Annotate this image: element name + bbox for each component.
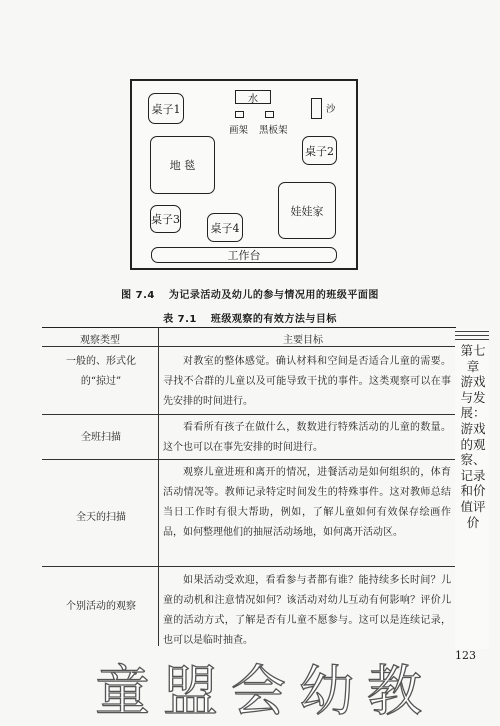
table-top-rule — [42, 327, 456, 328]
table4-label: 桌子4 — [210, 221, 240, 235]
side-tab-rule — [455, 331, 489, 332]
table-header-rule — [42, 346, 456, 347]
table3 — [150, 205, 181, 233]
column-header-goal: 主要目标 — [283, 335, 323, 346]
row-type: 全天的扫描 — [76, 512, 126, 523]
table2 — [302, 136, 337, 165]
table-title: 班级观察的有效方法与目标 — [210, 314, 337, 325]
side-tab-rule — [455, 335, 489, 336]
table-column-divider — [158, 327, 159, 646]
row-divider — [42, 459, 456, 460]
row-goal: 观察儿童进班和离开的情况，进餐活动是如何组织的，体育活动情况等。教师记录特定时间发生的特殊事件。这对教师总结当日工作时有很大帮助，例如，了解儿童如何有效保存绘画作品，如何整理他们的抽屉活动场地，如何离开活动区。 — [163, 467, 451, 538]
carpet — [150, 136, 215, 194]
row-divider — [42, 414, 456, 415]
page-number: 123 — [455, 649, 476, 662]
figure-caption — [0, 286, 500, 301]
table1-label: 桌子1 — [151, 102, 181, 116]
table1 — [148, 93, 184, 124]
sand-area — [311, 98, 322, 119]
row-goal: 对教室的整体感觉。确认材料和空间是否适合儿童的需要。寻找不合群的儿童以及可能导致干扰的事件。这类观察可以在事先安排的时间进行。 — [163, 356, 451, 407]
table2-label: 桌子2 — [305, 144, 334, 158]
table-number: 表 7.1 — [163, 314, 197, 325]
column-header-type: 观察类型 — [80, 335, 120, 346]
chapter-title-vertical: 第七章 游戏与发展：游戏的观察、记录和价值评价 — [460, 343, 486, 530]
table3-label: 桌子3 — [151, 213, 180, 226]
easel-marker — [235, 111, 244, 118]
figure-caption-text: 为记录活动及幼儿的参与情况用的班级平面图 — [168, 290, 379, 301]
workbench — [151, 247, 337, 263]
classroom-floor-plan — [130, 79, 358, 270]
water-area — [235, 90, 271, 104]
row-goal: 看看所有孩子在做什么，数数进行特殊活动的儿童的数量。这个也可以在事先安排的时间进行。 — [163, 422, 451, 453]
table4 — [207, 213, 243, 242]
row-type: 一般的、形式化的“掠过” — [66, 356, 136, 387]
table-caption — [0, 310, 500, 325]
water-label: 水 — [248, 93, 258, 105]
doll-house-label: 娃娃家 — [290, 204, 324, 218]
blackboard-easel-label: 黑板架 — [259, 125, 288, 136]
row-divider — [42, 566, 456, 567]
carpet-label: 地 毯 — [169, 159, 196, 172]
sand-label: 沙 — [326, 104, 336, 115]
workbench-label: 工作台 — [227, 249, 261, 262]
chapter-side-tab — [455, 329, 489, 649]
row-type: 全班扫描 — [81, 432, 121, 443]
blackboard-easel-marker — [265, 111, 274, 118]
doll-house — [278, 182, 336, 239]
figure-number: 图 7.4 — [121, 290, 155, 301]
row-type: 个别活动的观察 — [66, 601, 136, 612]
side-tab-rule — [455, 339, 489, 340]
watermark-text: 童盟会幼教 — [95, 659, 436, 723]
row-goal: 如果活动受欢迎，看看参与者都有谁？能持续多长时间？儿童的动机和注意情况如何？该活动对幼儿互动有何影响？评价儿童的活动方式，了解是否有儿童不愿参与。这可以是连续记录，也可以是临时抽查。 — [163, 575, 451, 646]
easel-label: 画架 — [229, 125, 249, 136]
